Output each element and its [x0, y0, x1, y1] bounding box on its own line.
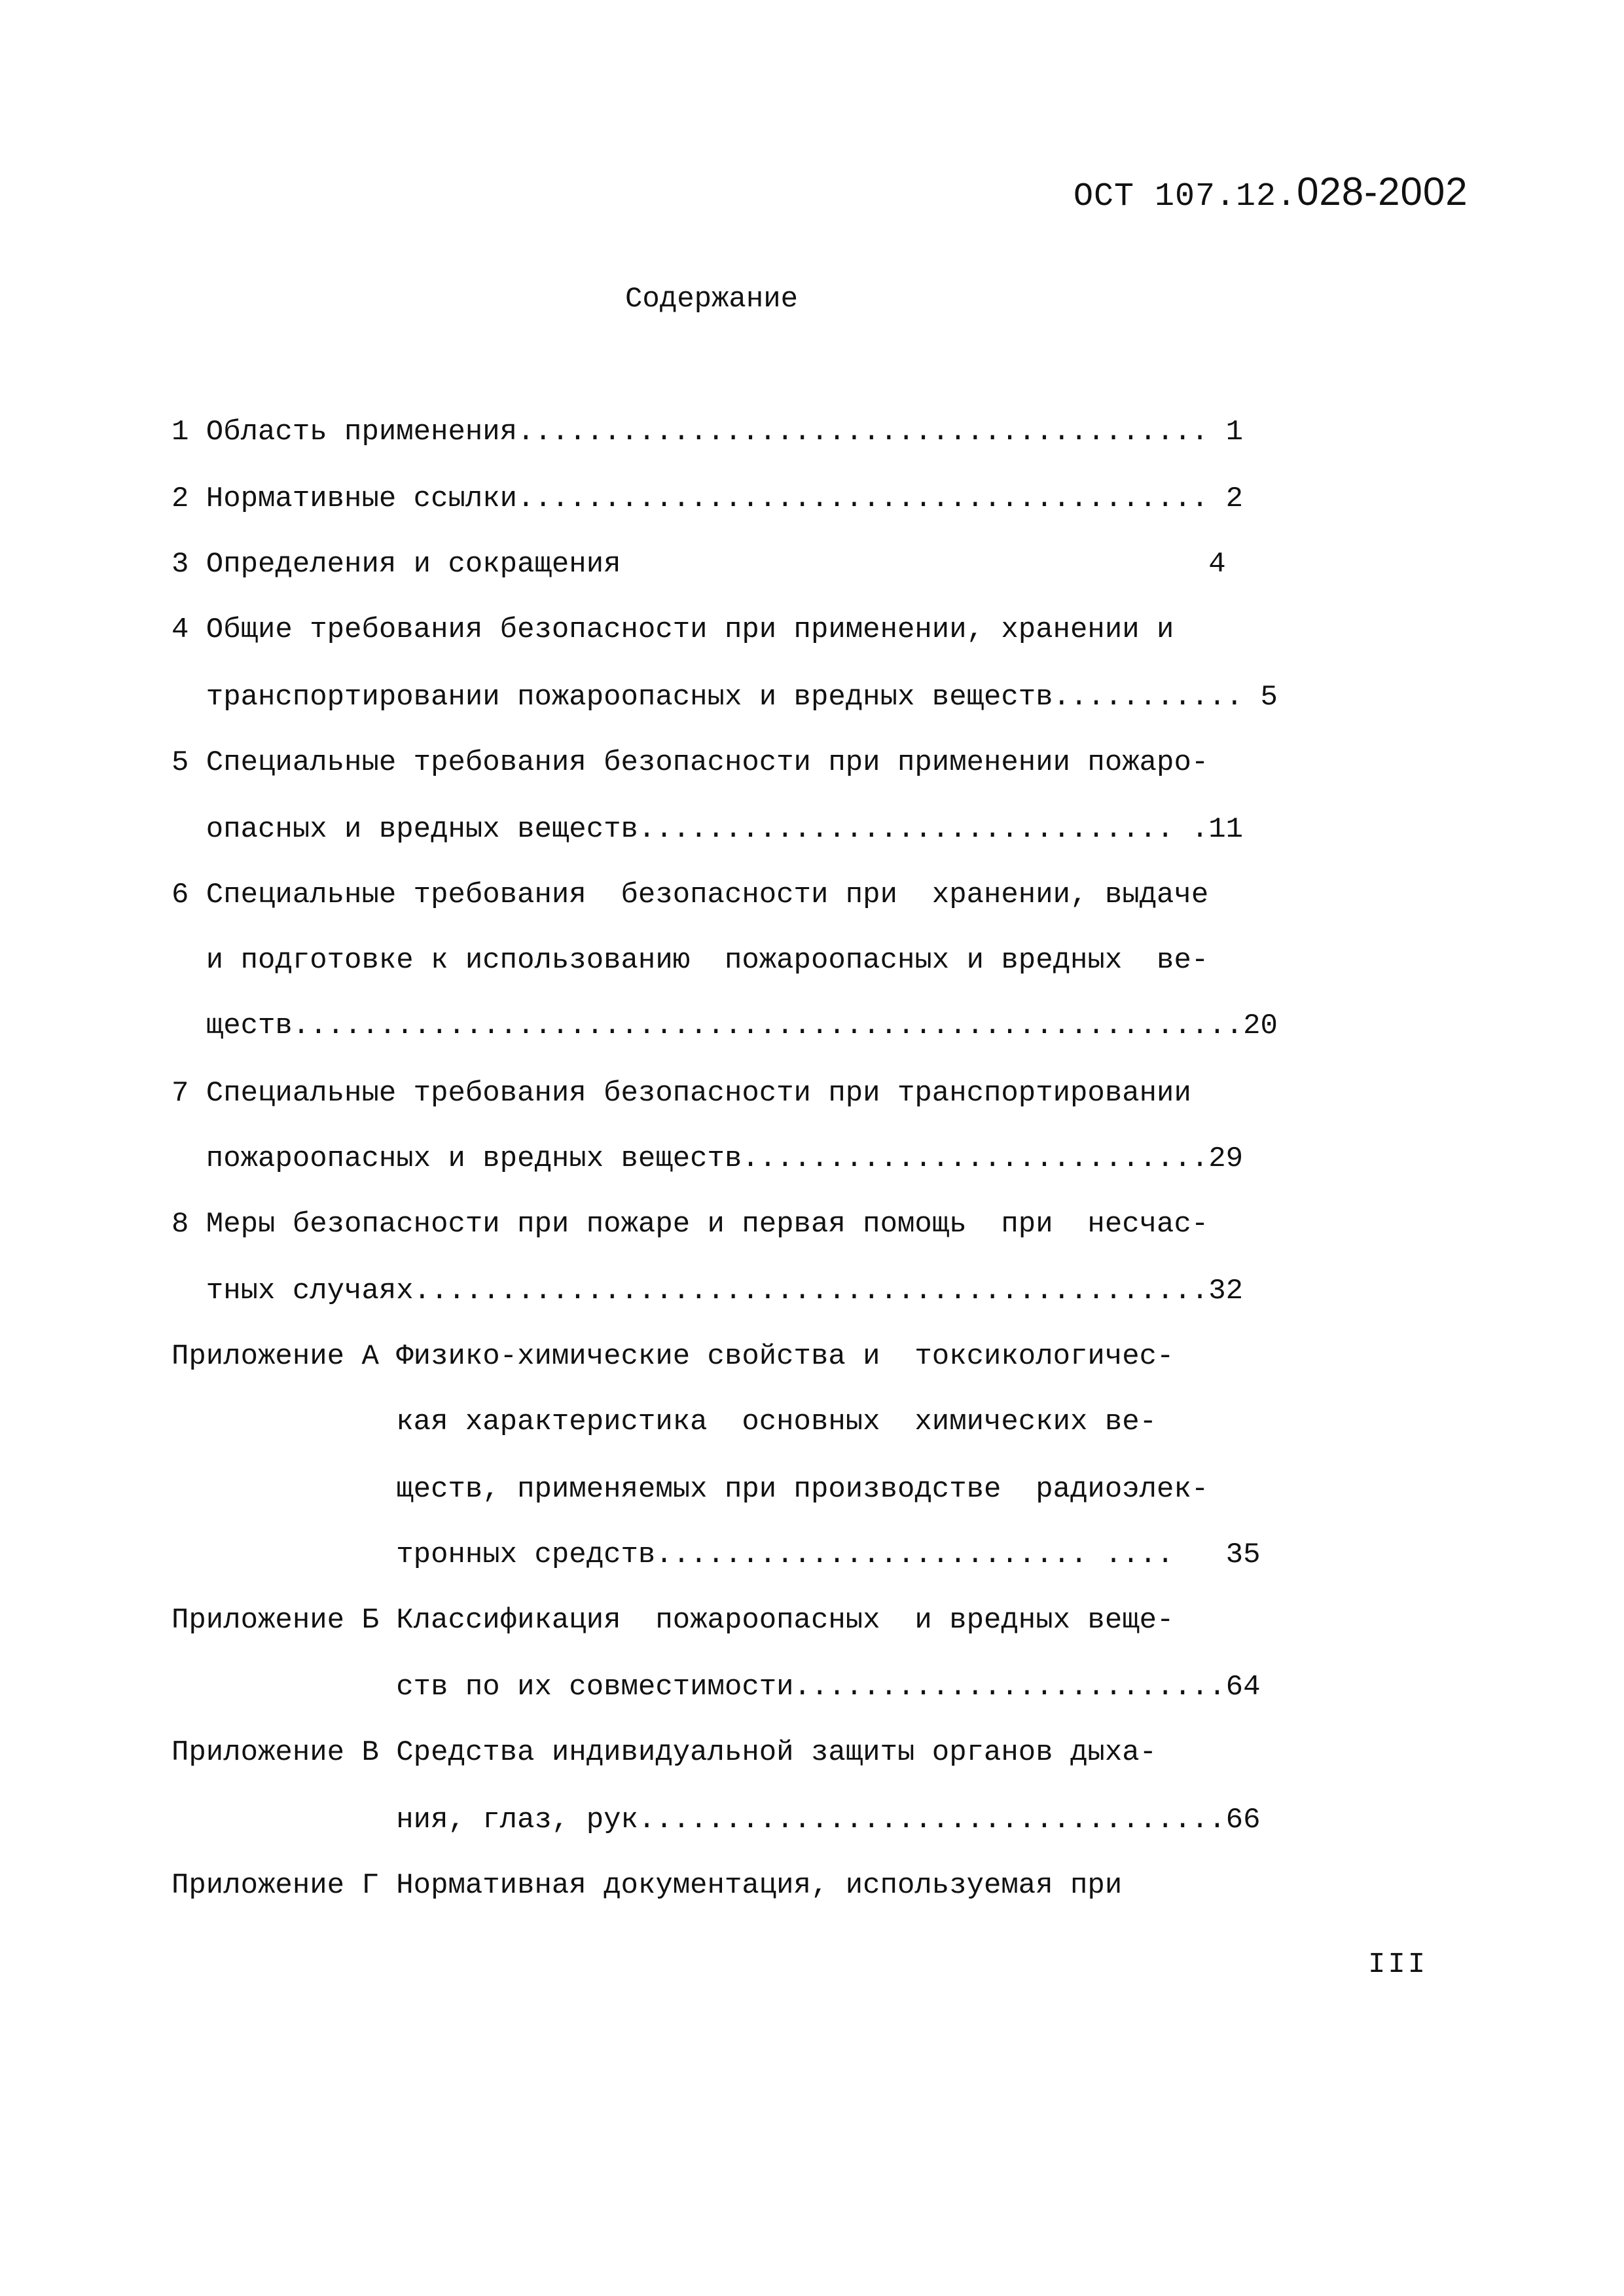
- toc-line: пожароопасных и вредных веществ...........................29: [171, 1142, 1244, 1175]
- toc-line: тных случаях..............................................32: [171, 1275, 1244, 1307]
- toc-line: ществ, применяемых при производстве радиоэлек-: [171, 1473, 1209, 1506]
- page-title: Содержание: [625, 283, 799, 316]
- document-code-prefix: ОСТ 107.12.: [1074, 178, 1297, 215]
- toc-line: Приложение А Физико-химические свойства и токсикологичес-: [171, 1340, 1174, 1373]
- toc-line: 1 Область применения........................................ 1: [171, 416, 1244, 448]
- toc-line: ния, глаз, рук..................................66: [171, 1804, 1261, 1836]
- toc-line: 2 Нормативные ссылки........................................ 2: [171, 483, 1244, 515]
- toc-line: Приложение Б Классификация пожароопасных и вредных веще-: [171, 1604, 1174, 1637]
- document-code: [1074, 169, 1468, 215]
- toc-line: 3 Определения и сокращения 4: [171, 548, 1226, 581]
- toc-line: 4 Общие требования безопасности при применении, хранении и: [171, 613, 1174, 646]
- toc-line: транспортировании пожароопасных и вредных веществ........... 5: [171, 681, 1278, 714]
- toc-line: 6 Специальные требования безопасности при хранении, выдаче: [171, 879, 1209, 911]
- toc-line: Приложение В Средства индивидуальной защиты органов дыха-: [171, 1736, 1157, 1769]
- toc-line: тронных средств......................... .... 35: [171, 1539, 1261, 1571]
- toc-line: 7 Специальные требования безопасности при транспортировании: [171, 1077, 1191, 1110]
- toc-line: Приложение Г Нормативная документация, используемая при: [171, 1869, 1123, 1902]
- toc-line: 5 Специальные требования безопасности при применении пожаро-: [171, 746, 1209, 779]
- toc-line: 8 Меры безопасности при пожаре и первая помощь при несчас-: [171, 1208, 1209, 1241]
- toc-line: и подготовке к использованию пожароопасных и вредных ве-: [171, 944, 1209, 977]
- toc-line: опасных и вредных веществ............................... .11: [171, 813, 1244, 846]
- toc-line: кая характеристика основных химических ве-: [171, 1406, 1157, 1438]
- page-number: III: [1368, 1948, 1428, 1981]
- toc-line: ществ.......................................................20: [171, 1010, 1278, 1042]
- document-code-suffix: 028-2002: [1297, 170, 1468, 213]
- toc-line: ств по их совместимости.........................64: [171, 1671, 1261, 1704]
